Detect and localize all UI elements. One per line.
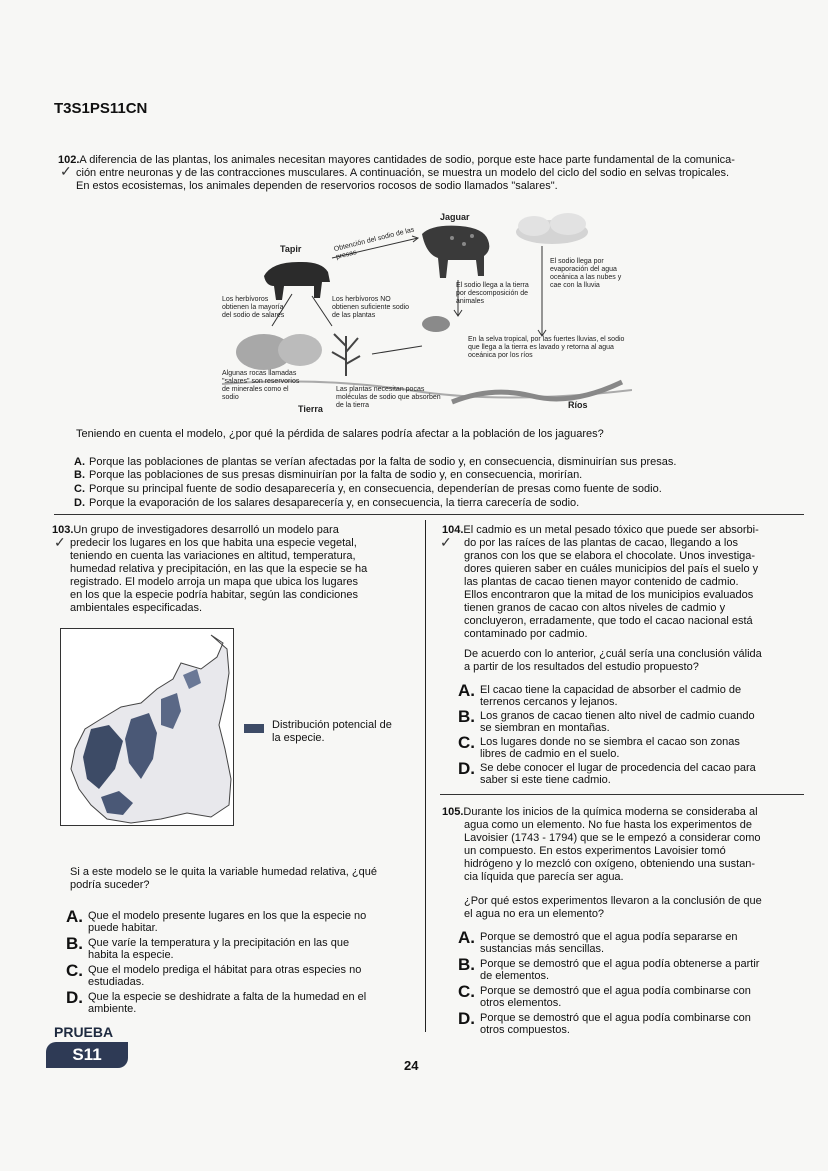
diagram-label-rivers: Ríos — [568, 400, 588, 410]
option-text: Los lugares donde no se siembra el cacao son zonas — [480, 736, 740, 748]
option-104-d[interactable] — [480, 762, 756, 786]
intro-line: concluyeron, erradamente, que todo el cacao nacional está — [464, 615, 753, 627]
checkmark-icon: ✓ — [60, 163, 72, 179]
option-letter: A. — [458, 681, 475, 700]
option-105-b[interactable] — [480, 958, 759, 982]
option-text: Porque se demostró que el agua podía combinarse con — [480, 985, 751, 997]
sodium-cycle-diagram — [222, 206, 632, 418]
intro-line: ambientales especificadas. — [70, 602, 203, 614]
option-102-b[interactable] — [74, 469, 582, 481]
option-103-d[interactable] — [88, 991, 366, 1015]
option-text: Porque su principal fuente de sodio desaparecería y, en consecuencia, dependerían de presas como fuente de sodio. — [89, 483, 662, 495]
intro-line: tienen granos de cacao con altos niveles de cadmio y — [464, 602, 726, 614]
diagram-label-decomposition: El sodio llega a la tierra por descomposición de animales — [456, 282, 529, 305]
option-letter: B. — [66, 934, 83, 953]
option-text: Que el modelo prediga el hábitat para otras especies no — [88, 964, 362, 976]
column-divider — [425, 520, 426, 1032]
option-text: Porque se demostró que el agua podía combinarse con — [480, 1012, 751, 1024]
map-graphic — [61, 629, 233, 825]
checkmark-icon: ✓ — [440, 534, 452, 550]
option-text: se siembran en montañas. — [480, 722, 610, 734]
section-divider — [440, 794, 804, 795]
intro-line: Un grupo de investigadores desarrolló un modelo para — [73, 524, 339, 536]
option-102-d[interactable] — [74, 497, 579, 509]
question-102-stem: Teniendo en cuenta el modelo, ¿por qué la pérdida de salares podría afectar a la población de los jaguares? — [76, 428, 604, 440]
intro-line: ción entre neuronas y de las contracciones musculares. A continuación, se muestra un modelo del ciclo del sodio en selvas tropicales. — [76, 167, 730, 179]
option-103-b[interactable] — [88, 937, 349, 961]
question-102-intro — [58, 154, 798, 167]
intro-line: En estos ecosistemas, los animales dependen de reservorios rocosos de sodio llamados "salares". — [76, 180, 558, 192]
question-103-intro — [52, 524, 412, 615]
option-text: terrenos cercanos y lejanos. — [480, 696, 618, 708]
option-text: habita la especie. — [88, 949, 174, 961]
option-letter: A. — [458, 928, 475, 947]
option-letter: D. — [458, 1009, 475, 1028]
intro-line: granos con los que se elabora el chocolate. Unos investiga- — [464, 550, 756, 562]
option-text: estudiadas. — [88, 976, 145, 988]
intro-line: humedad relativa y precipitación, en las que la especie se ha — [70, 563, 368, 575]
option-text: ambiente. — [88, 1003, 137, 1015]
option-102-a[interactable] — [74, 456, 676, 468]
option-letter: B. — [458, 707, 475, 726]
option-text: saber si este tiene cadmio. — [480, 774, 611, 786]
option-105-d[interactable] — [480, 1012, 751, 1036]
test-badge: S11 — [46, 1042, 128, 1068]
intro-line: A diferencia de las plantas, los animales necesitan mayores cantidades de sodio, porque este hace parte fundamental de la comunica- — [79, 154, 735, 166]
diagram-label-herbivores-plants: Los herbívoros NO obtienen suficiente sodio de las plantas — [332, 296, 410, 319]
question-103-stem: Si a este modelo se le quita la variable humedad relativa, ¿qué podría suceder? — [70, 866, 377, 891]
diagram-label-tapir: Tapir — [280, 244, 302, 254]
diagram-label-herbivores-salares: Los herbívoros obtienen la mayoría del sodio de salares — [222, 296, 285, 319]
intro-line: cia líquida que parecía ser agua. — [464, 871, 624, 883]
option-letter: C. — [74, 483, 85, 495]
question-105-stem — [464, 895, 762, 921]
option-letter: D. — [66, 988, 83, 1007]
option-text: Porque las poblaciones de plantas se verían afectadas por la falta de sodio y, en consecuencia, disminuirían sus presas. — [89, 456, 677, 468]
question-number: 104. — [442, 524, 464, 536]
intro-line: El cadmio es un metal pesado tóxico que puede ser absorbi- — [463, 524, 759, 536]
intro-line: teniendo en cuenta las variaciones en altitud, temperatura, — [70, 550, 356, 562]
intro-line: Ellos encontraron que la mitad de los municipios evaluados — [464, 589, 754, 601]
option-letter: B. — [74, 469, 85, 481]
page-number: 24 — [404, 1058, 419, 1073]
species-distribution-map — [60, 628, 234, 826]
option-text: de elementos. — [480, 970, 550, 982]
intro-line: do por las raíces de las plantas de cacao, llegando a los — [464, 537, 738, 549]
option-text: puede habitar. — [88, 922, 158, 934]
option-text: libres de cadmio en el suelo. — [480, 748, 620, 760]
option-105-c[interactable] — [480, 985, 751, 1009]
option-text: sustancias más sencillas. — [480, 943, 605, 955]
checkmark-icon: ✓ — [54, 534, 66, 550]
option-text: Porque la evaporación de los salares desaparecería y, en consecuencia, la tierra carecería de sodio. — [89, 497, 580, 509]
option-text: Porque las poblaciones de sus presas disminuirían por la falta de sodio y, en consecuencia, morirían. — [89, 469, 583, 481]
question-number: 105. — [442, 806, 464, 818]
diagram-label-salares: Algunas rocas llamadas "salares" son reservorios de minerales como el sodio — [222, 370, 300, 401]
option-104-a[interactable] — [480, 684, 741, 708]
option-letter: C. — [458, 733, 475, 752]
question-105-intro — [442, 806, 802, 884]
option-text: Que la especie se deshidrate a falta de la humedad en el — [88, 991, 367, 1003]
stem-line: a partir de los resultados del estudio propuesto? — [464, 661, 699, 673]
option-text: otros elementos. — [480, 997, 562, 1009]
legend-label: Distribución potencial de la especie. — [272, 719, 392, 744]
option-letter: D. — [458, 759, 475, 778]
option-102-c[interactable] — [74, 483, 662, 495]
option-104-b[interactable] — [480, 710, 755, 734]
test-label: PRUEBA — [54, 1024, 114, 1040]
option-103-c[interactable] — [88, 964, 361, 988]
question-number: 103. — [52, 524, 74, 536]
diagram-label-evaporation: El sodio llega por evaporación del agua oceánica a las nubes y cae con la lluvia — [550, 258, 622, 289]
intro-line: predecir los lugares en los que habita una especie vegetal, — [70, 537, 357, 549]
intro-line: las plantas de cacao tienen mayor contenido de cadmio. — [464, 576, 739, 588]
question-number: 102. — [58, 154, 80, 166]
intro-line: en los que la especie podría habitar, según las condiciones — [70, 589, 359, 601]
option-letter: A. — [74, 456, 85, 468]
question-104-intro — [442, 524, 802, 641]
option-text: Porque se demostró que el agua podía obtenerse a partir — [480, 958, 760, 970]
intro-line: registrado. El modelo arroja un mapa que ubica los lugares — [70, 576, 358, 588]
option-letter: C. — [66, 961, 83, 980]
booklet-code: T3S1PS11CN — [54, 100, 148, 117]
option-text: Los granos de cacao tienen alto nivel de cadmio cuando — [480, 710, 755, 722]
intro-line: hidrógeno y lo mezcló con oxígeno, obteniendo una sustan- — [464, 858, 756, 870]
stem-line: el agua no era un elemento? — [464, 908, 605, 920]
diagram-label-plants: Las plantas necesitan pocas moléculas de sodio que absorben de la tierra — [336, 386, 441, 409]
legend-swatch — [244, 724, 264, 733]
section-divider — [54, 514, 804, 515]
stem-line: ¿Por qué estos experimentos llevaron a la conclusión de que — [464, 895, 762, 907]
intro-line: Lavoisier (1743 - 1794) que se le empezó a considerar como — [464, 832, 761, 844]
intro-line: contaminado por cadmio. — [464, 628, 588, 640]
option-letter: B. — [458, 955, 475, 974]
intro-line: un compuesto. En estos experimentos Lavoisier tomó — [464, 845, 726, 857]
diagram-label-jaguar: Jaguar — [440, 212, 470, 222]
diagram-label-earth: Tierra — [298, 404, 323, 414]
intro-line: agua como un elemento. No fue hasta los experimentos de — [464, 819, 753, 831]
option-104-c[interactable] — [480, 736, 740, 760]
diagram-label-prey: Obtención del sodio de las presas — [333, 226, 416, 261]
option-text: Que el modelo presente lugares en los que la especie no — [88, 910, 367, 922]
intro-line: Durante los inicios de la química moderna se consideraba al — [463, 806, 758, 818]
question-104-stem — [464, 648, 762, 674]
option-letter: D. — [74, 497, 85, 509]
option-letter: C. — [458, 982, 475, 1001]
option-text: otros compuestos. — [480, 1024, 570, 1036]
stem-line: De acuerdo con lo anterior, ¿cuál sería una conclusión válida — [464, 648, 762, 660]
option-103-a[interactable] — [88, 910, 366, 934]
option-letter: A. — [66, 907, 83, 926]
option-text: Porque se demostró que el agua podía separarse en — [480, 931, 738, 943]
option-text: El cacao tiene la capacidad de absorber el cadmio de — [480, 684, 742, 696]
option-text: Se debe conocer el lugar de procedencia del cacao para — [480, 762, 756, 774]
intro-line: dores quieren saber en cuáles municipios del país el suelo y — [464, 563, 759, 575]
diagram-label-rainforest: En la selva tropical, por las fuertes lluvias, el sodio que llega a la tierra es lavado y retorna al agua oceánica por los ríos — [468, 336, 625, 359]
option-text: Que varíe la temperatura y la precipitación en las que — [88, 937, 350, 949]
option-105-a[interactable] — [480, 931, 737, 955]
